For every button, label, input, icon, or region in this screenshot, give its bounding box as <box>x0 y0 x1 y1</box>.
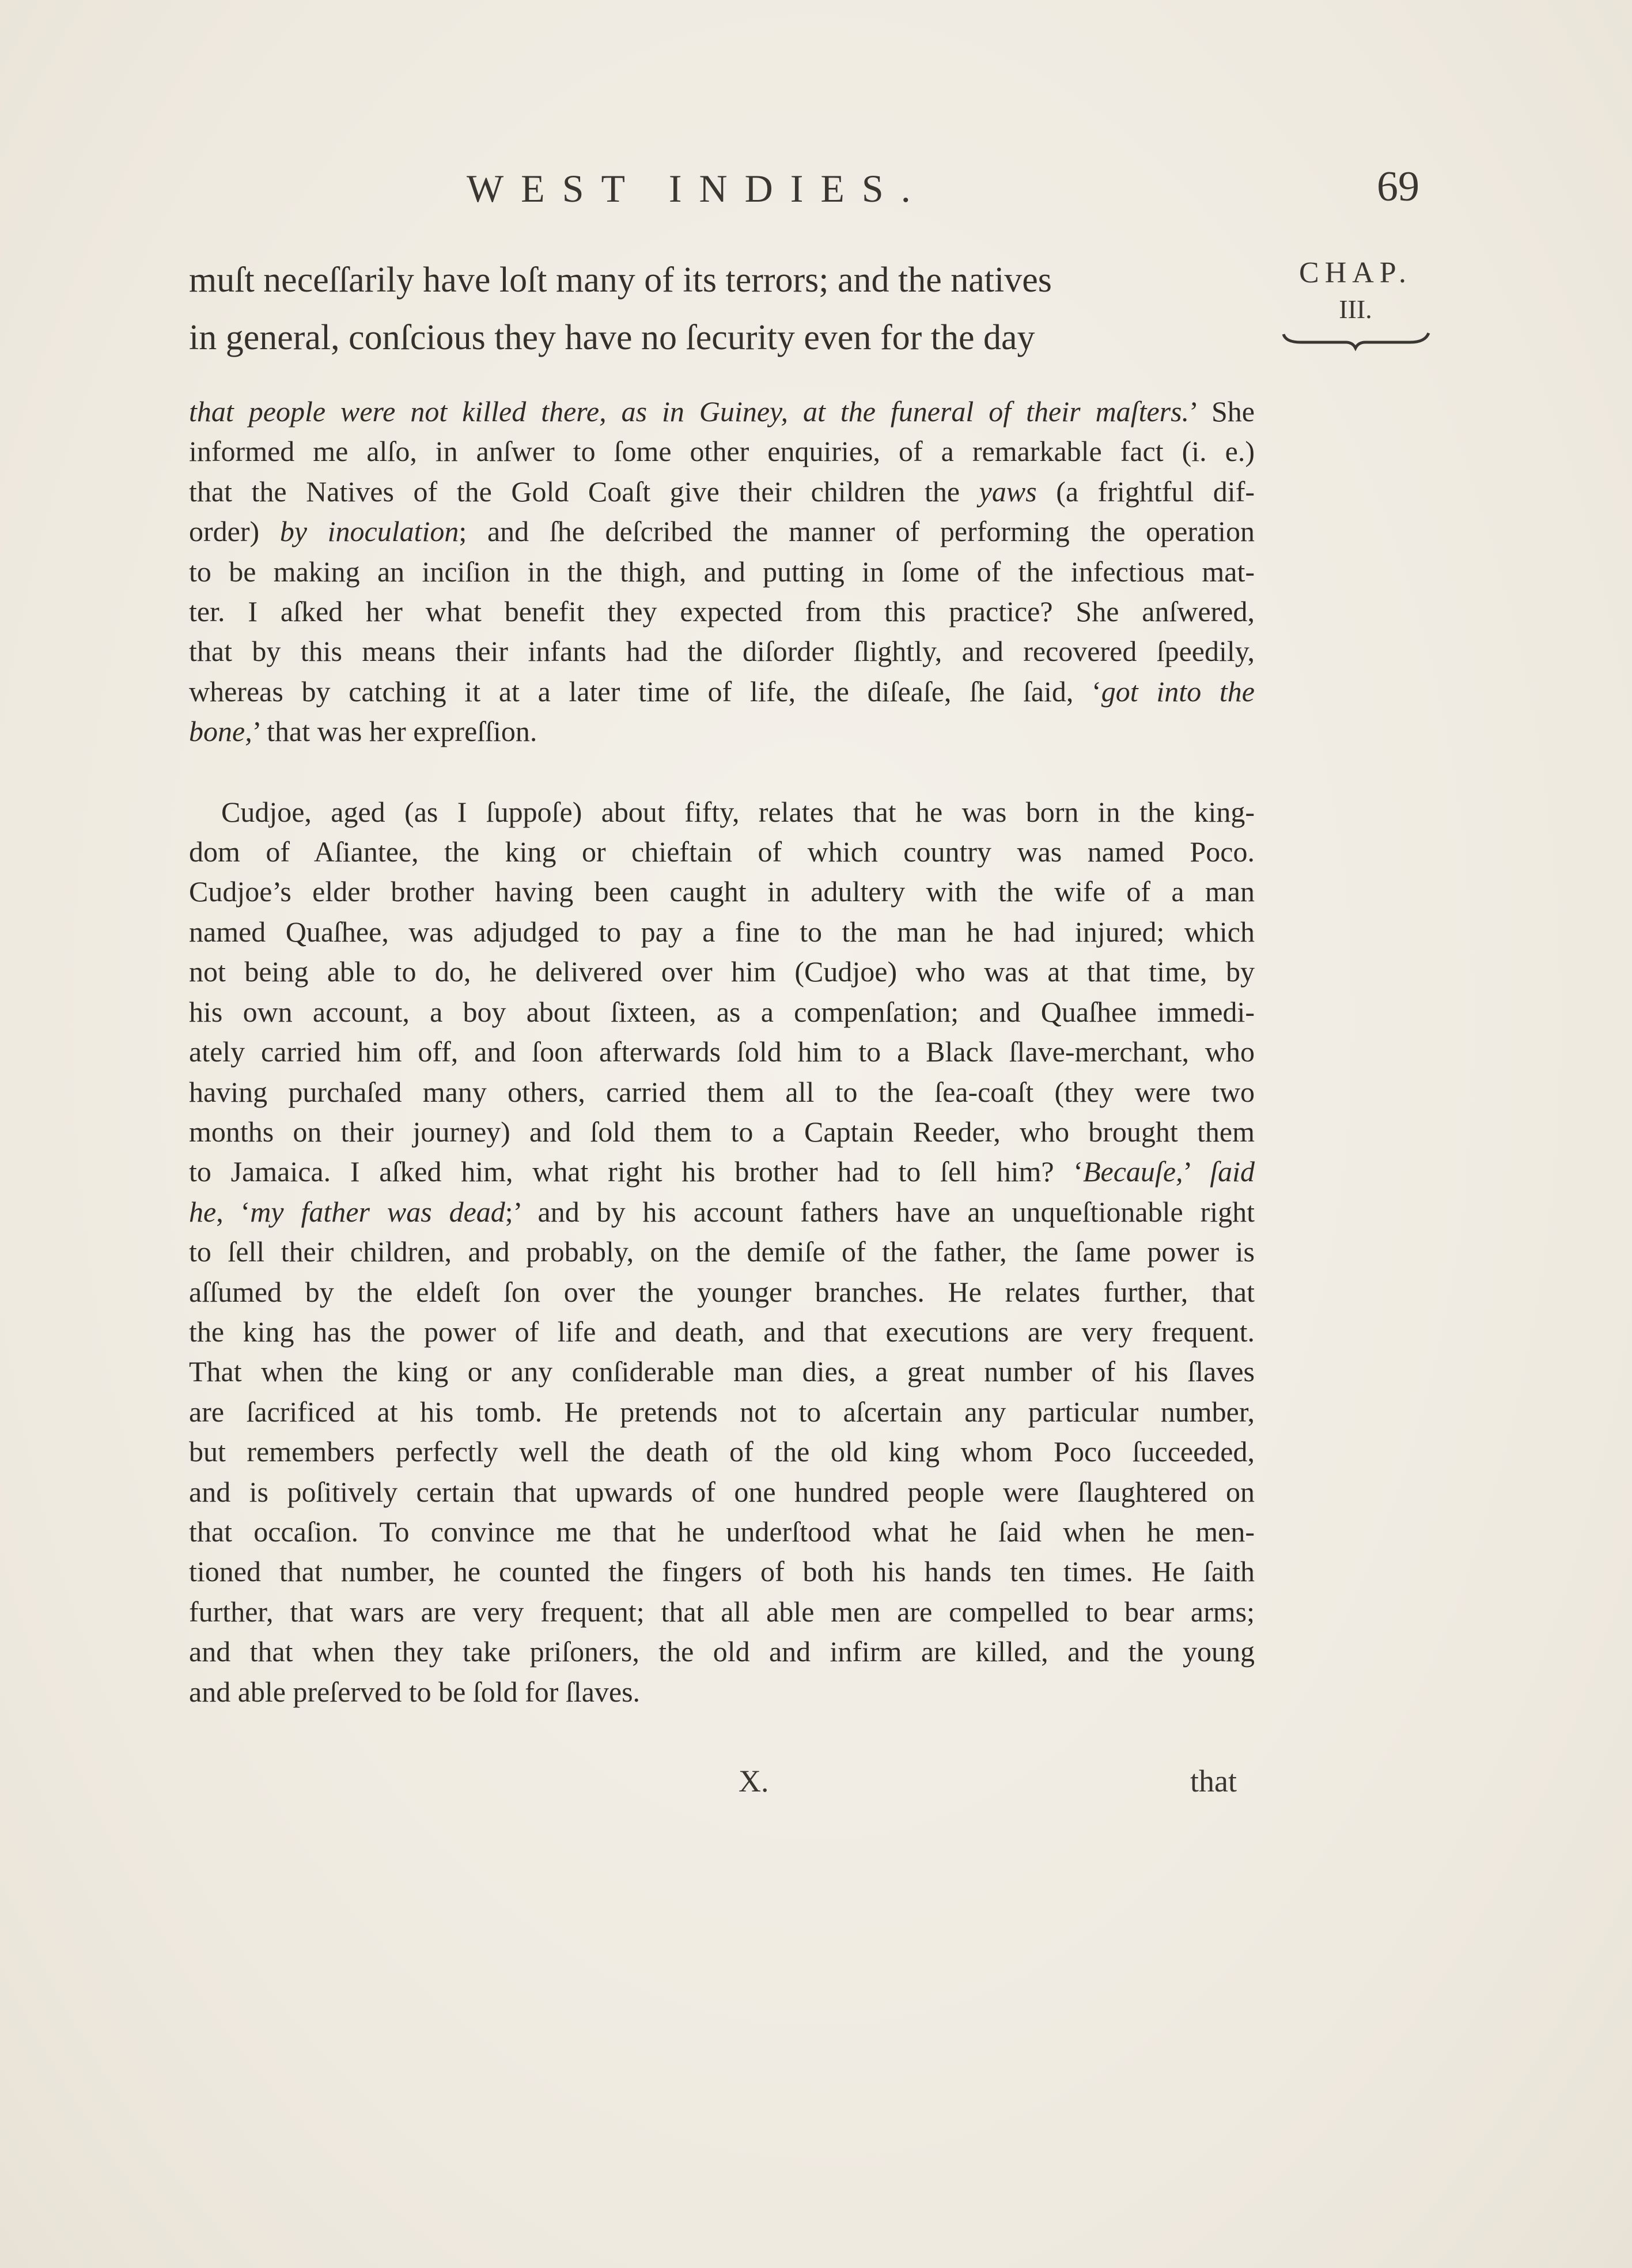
main-text-line: in general, conſcious they have no ſecurity even for the day <box>189 318 1035 357</box>
text-line: Cudjoe, aged (as I ſuppoſe) about fifty, relates that he was born in the king- <box>221 795 1255 828</box>
text-line: having purchaſed many others, carried them all to the ſea-coaſt (they were two <box>189 1075 1255 1108</box>
text-line <box>189 472 1255 512</box>
footnote-block <box>189 392 1255 1712</box>
plain-text: ’ that was her expreſſion. <box>252 715 537 748</box>
text-line: and that when they take priſoners, the old and infirm are killed, and the young <box>189 1635 1255 1668</box>
text-line: to be making an inciſion in the thigh, and putting in ſome of the infectious mat- <box>189 555 1255 588</box>
text-line: dom of Aſiantee, the king or chieftain of which country was named Poco. <box>189 836 1255 868</box>
chapter-number: III. <box>1339 294 1372 324</box>
catchword: that <box>1190 1764 1237 1798</box>
text-line: are ſacrificed at his tomb. He pretends not to aſcertain any particular number, <box>189 1395 1255 1428</box>
italic-text: yaws <box>979 475 1037 508</box>
text-line <box>189 512 1255 551</box>
italic-text: Becauſe, <box>1083 1155 1183 1188</box>
text-line: further, that wars are very frequent; that all able men are compelled to bear arms; <box>189 1595 1255 1628</box>
brace-ornament-icon <box>1278 328 1433 351</box>
text-line: that by this means their infants had the diſorder ſlightly, and recovered ſpeedily, <box>189 635 1255 668</box>
text-line: and is poſitively certain that upwards of one hundred people were ſlaughtered on <box>189 1475 1255 1508</box>
running-head-title: WEST INDIES. <box>467 167 928 210</box>
text-line: the king has the power of life and death, and that executions are very frequent. <box>189 1315 1255 1348</box>
plain-text: (a frightful dif- <box>1036 475 1255 508</box>
plain-text: ;’ and by his account fathers have an unqueſtionable right <box>505 1195 1255 1228</box>
italic-text: that people were not killed there, as in Guiney, at the funeral of their maſters. <box>189 395 1190 428</box>
page-number: 69 <box>1377 163 1419 210</box>
chapter-margin-note <box>1278 255 1433 351</box>
text-line: named Quaſhee, was adjudged to pay a fine to the man he had injured; which <box>189 915 1255 948</box>
signature-mark: X. <box>739 1764 769 1798</box>
text-line <box>189 1152 1255 1192</box>
plain-text: order) <box>189 515 280 548</box>
text-line: informed me alſo, in anſwer to ſome other enquiries, of a remarkable fact (i. e.) <box>189 435 1255 468</box>
italic-text: my father was dead <box>250 1195 505 1228</box>
text-line: not being able to do, he delivered over him (Cudjoe) who was at that time, by <box>189 955 1255 988</box>
plain-text: , ‘ <box>216 1195 251 1228</box>
text-line <box>189 392 1255 432</box>
text-line: tioned that number, he counted the fingers of both his hands ten times. He ſaith <box>189 1555 1255 1588</box>
text-line: and able preſerved to be ſold for ſlaves. <box>189 1675 641 1708</box>
text-line: Cudjoe’s elder brother having been caught in adultery with the wife of a man <box>189 875 1255 908</box>
plain-text: ’ She <box>1189 395 1255 428</box>
text-line <box>189 672 1255 712</box>
italic-text: ſaid <box>1210 1155 1255 1188</box>
plain-text: to Jamaica. I aſked him, what right his brother had to ſell him? ‘ <box>189 1155 1083 1188</box>
text-line: That when the king or any conſiderable man dies, a great number of his ſlaves <box>189 1355 1255 1388</box>
chapter-label: CHAP. <box>1299 256 1412 289</box>
text-line: months on their journey) and ſold them to a Captain Reeder, who brought them <box>189 1115 1255 1148</box>
text-line: that occaſion. To convince me that he underſtood what he ſaid when he men- <box>189 1515 1255 1548</box>
paragraph-gap <box>189 752 1255 792</box>
text-line: ter. I aſked her what benefit they expected from this practice? She anſwered, <box>189 595 1255 628</box>
italic-text: bone, <box>189 715 252 748</box>
plain-text: whereas by catching it at a later time of life, the diſeaſe, ſhe ſaid, ‘ <box>189 675 1101 708</box>
text-line <box>189 1192 1255 1232</box>
plain-text: that the Natives of the Gold Coaſt give their children the <box>189 475 979 508</box>
italic-text: he <box>189 1195 217 1228</box>
plain-text: ; and ſhe deſcribed the manner of performing the operation <box>459 515 1255 548</box>
main-text-line: muſt neceſſarily have loſt many of its terrors; and the natives <box>189 260 1052 300</box>
plain-text: ’ <box>1183 1155 1210 1188</box>
italic-text: by inoculation <box>279 515 459 548</box>
italic-text: got into the <box>1101 675 1255 708</box>
text-line: aſſumed by the eldeſt ſon over the younger branches. He relates further, that <box>189 1275 1255 1308</box>
main-text-top <box>189 251 1255 366</box>
text-line <box>189 712 1255 751</box>
text-line: but remembers perfectly well the death of the old king whom Poco ſucceeded, <box>189 1435 1255 1468</box>
text-line: his own account, a boy about ſixteen, as a compenſation; and Quaſhee immedi- <box>189 995 1255 1028</box>
text-line: ately carried him off, and ſoon afterwards ſold him to a Black ſlave-merchant, who <box>189 1035 1255 1068</box>
text-line: to ſell their children, and probably, on the demiſe of the father, the ſame power is <box>189 1235 1255 1268</box>
